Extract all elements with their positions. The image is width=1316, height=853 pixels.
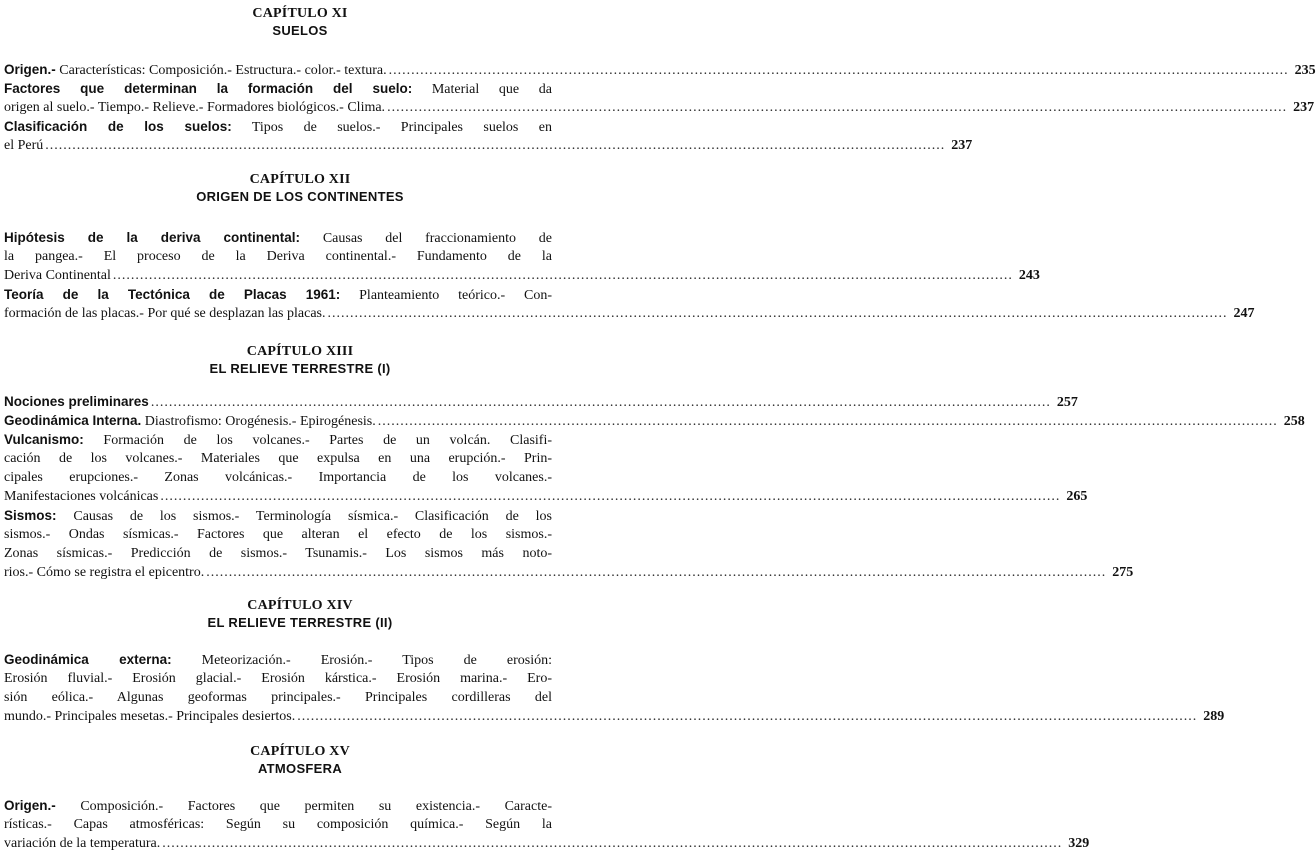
toc-entry[interactable] <box>4 228 1040 285</box>
toc-entry-line <box>4 117 596 136</box>
toc-entry-subtopics: Causas de los sismos.- Terminología sísmica.- Clasificación de los <box>56 509 552 524</box>
toc-entry-subtopics: Tipos de suelos.- Principales suelos en <box>231 120 552 135</box>
toc-entry-line <box>4 506 596 525</box>
toc-entry-text <box>4 247 552 266</box>
toc-entry-subtopics: cipales erupciones.- Zonas volcánicas.- Importancia de los volcanes.- <box>4 470 552 485</box>
toc-entry-line <box>4 392 1078 411</box>
toc-entry[interactable] <box>4 411 1305 430</box>
toc-entry-subtopics: variación de la temperatura. <box>4 836 161 851</box>
toc-entry-subtopics: Composición.- Factores que permiten su existencia.- Caracte- <box>55 799 552 814</box>
toc-entry-topic: Clasificación de los suelos: <box>4 119 232 134</box>
toc-entry-topic: Origen.- <box>4 798 56 813</box>
toc-entry-line <box>4 304 1255 323</box>
toc-entry[interactable] <box>4 79 1315 117</box>
toc-entry-text <box>4 487 158 506</box>
toc-entry-text <box>4 669 552 688</box>
dot-leader: ........................................................................................................................................................................................................ <box>388 63 1289 78</box>
chapter-number: CAPÍTULO XI <box>252 6 348 21</box>
chapter-title: EL RELIEVE TERRESTRE (II) <box>207 615 393 630</box>
toc-entry-subtopics: sismos.- Ondas sísmicas.- Factores que alteran el efecto de los sismos.- <box>4 527 552 542</box>
toc-entry-subtopics: origen al suelo.- Tiempo.- Relieve.- Formadores biológicos.- Clima. <box>4 100 386 115</box>
chapter-number: CAPÍTULO XII <box>249 172 351 187</box>
toc-entry-line <box>4 136 973 155</box>
toc-entry-topic: Vulcanismo: <box>4 432 84 447</box>
toc-entry-subtopics: cación de los volcanes.- Materiales que expulsa en una erupción.- Prin- <box>4 451 552 466</box>
chapter-heading <box>0 6 600 38</box>
toc-entry-text <box>4 449 552 468</box>
toc-entry-text <box>4 285 552 305</box>
toc-entry-topic: Nociones preliminares <box>4 394 149 409</box>
toc-entry-subtopics: mundo.- Principales mesetas.- Principales desiertos. <box>4 709 296 724</box>
dot-leader: ........................................................................................................................................................................................................ <box>327 306 1228 321</box>
chapter-title: ATMOSFERA <box>257 761 343 776</box>
toc-entry-subtopics: Meteorización.- Erosión.- Tipos de erosión: <box>171 653 552 668</box>
dot-leader: ........................................................................................................................................................................................................ <box>162 836 1063 851</box>
toc-entry-line <box>4 688 596 707</box>
chapter-heading <box>0 344 600 376</box>
toc-entry-line <box>4 266 1040 285</box>
toc-entry[interactable] <box>4 506 1134 582</box>
toc-entry-text <box>4 430 552 450</box>
toc-entry-text <box>4 117 552 137</box>
page-number[interactable]: 329 <box>1068 836 1090 851</box>
toc-entry-text <box>4 796 552 816</box>
toc-entry-topic: Sismos: <box>4 508 57 523</box>
toc-entry-topic: Hipótesis de la deriva continental: <box>4 230 301 245</box>
page-number[interactable]: 235 <box>1294 63 1316 78</box>
toc-entry[interactable] <box>4 392 1078 411</box>
toc-entry-line <box>4 487 1088 506</box>
page-number[interactable]: 237 <box>1293 100 1315 115</box>
toc-entry-line <box>4 228 596 247</box>
chapter-heading <box>0 172 600 204</box>
dot-leader: ........................................................................................................................................................................................................ <box>377 414 1278 429</box>
toc-entry-subtopics: Zonas sísmicas.- Predicción de sismos.- Tsunamis.- Los sismos más noto- <box>4 546 552 561</box>
toc-entry-line <box>4 449 596 468</box>
toc-entry-topic: Teoría de la Tectónica de Placas 1961: <box>4 287 341 302</box>
toc-entry-topic: Geodinámica Interna. <box>4 413 142 428</box>
toc-entry-text <box>4 468 552 487</box>
toc-entry[interactable] <box>4 117 973 155</box>
toc-entry-text <box>4 304 326 323</box>
dot-leader: ........................................................................................................................................................................................................ <box>45 138 946 153</box>
toc-entry-subtopics: rios.- Cómo se registra el epicentro. <box>4 565 205 580</box>
chapter-number: CAPÍTULO XIII <box>246 344 354 359</box>
toc-entry[interactable] <box>4 650 1225 726</box>
dot-leader: ........................................................................................................................................................................................................ <box>150 395 1051 410</box>
toc-entry-subtopics: Erosión fluvial.- Erosión glacial.- Erosión kárstica.- Erosión marina.- Ero- <box>4 671 552 686</box>
toc-entry-line <box>4 563 1134 582</box>
toc-entry-text <box>4 688 552 707</box>
toc-entry-text <box>4 544 552 563</box>
chapter-title: EL RELIEVE TERRESTRE (I) <box>209 361 391 376</box>
toc-entry-text <box>4 136 43 155</box>
toc-entry-text <box>4 79 552 99</box>
toc-entry-text <box>4 392 149 412</box>
toc-entry-line <box>4 411 1305 430</box>
dot-leader: ........................................................................................................................................................................................................ <box>112 268 1013 283</box>
toc-entry-line <box>4 650 596 669</box>
toc-entry-line <box>4 525 596 544</box>
page-number[interactable]: 243 <box>1018 268 1040 283</box>
toc-entry[interactable] <box>4 60 1316 79</box>
page-number[interactable]: 275 <box>1112 565 1134 580</box>
toc-entry[interactable] <box>4 285 1255 323</box>
toc-entry-text <box>4 506 552 526</box>
toc-entry-line <box>4 815 596 834</box>
chapter-title: ORIGEN DE LOS CONTINENTES <box>196 189 404 204</box>
toc-entry-subtopics: Formación de los volcanes.- Partes de un volcán. Clasifi- <box>83 433 552 448</box>
toc-entry-subtopics: Planteamiento teórico.- Con- <box>340 288 552 303</box>
toc-entry[interactable] <box>4 430 1088 506</box>
toc-entry-line <box>4 285 596 304</box>
toc-entry-subtopics: Diastrofismo: Orogénesis.- Epirogénesis. <box>141 414 376 429</box>
dot-leader: ........................................................................................................................................................................................................ <box>387 100 1288 115</box>
toc-entry-text <box>4 563 204 582</box>
toc-entry-line <box>4 707 1225 726</box>
toc-entry-line <box>4 79 596 98</box>
toc-entry-subtopics: rísticas.- Capas atmosféricas: Según su composición química.- Según la <box>4 817 552 832</box>
toc-entry-topic: Origen.- <box>4 62 56 77</box>
toc-entry-subtopics: Características: Composición.- Estructura.- color.- textura. <box>55 63 387 78</box>
toc-entry-text <box>4 707 295 726</box>
toc-entry-text <box>4 525 552 544</box>
toc-entry-subtopics: sión eólica.- Algunas geoformas principales.- Principales cordilleras del <box>4 690 552 705</box>
dot-leader: ........................................................................................................................................................................................................ <box>297 709 1198 724</box>
toc-entry-line <box>4 247 596 266</box>
toc-entry-subtopics: la pangea.- El proceso de la Deriva continental.- Fundamento de la <box>4 249 552 264</box>
chapter-title: SUELOS <box>272 23 328 38</box>
page-number[interactable]: 289 <box>1203 709 1225 724</box>
toc-entry-text <box>4 650 552 670</box>
page-number[interactable]: 265 <box>1066 489 1088 504</box>
toc-entry-text <box>4 266 111 285</box>
toc-entry-topic: Factores que determinan la formación del suelo: <box>4 81 413 96</box>
toc-entry-subtopics: Causas del fraccionamiento de <box>300 231 552 246</box>
toc-entry-line <box>4 796 596 815</box>
toc-entry-text <box>4 834 160 853</box>
toc-entry-text <box>4 228 552 248</box>
toc-entry-line <box>4 468 596 487</box>
page-number[interactable]: 237 <box>951 138 973 153</box>
toc-entry-topic: Geodinámica externa: <box>4 652 172 667</box>
toc-entry-text <box>4 411 376 431</box>
chapter-heading <box>0 598 600 630</box>
toc-entry-text <box>4 60 387 80</box>
toc-entry-line <box>4 669 596 688</box>
toc-entry-line <box>4 834 1090 853</box>
toc-entry-line <box>4 60 1316 79</box>
toc-entry-line <box>4 430 596 449</box>
dot-leader: ........................................................................................................................................................................................................ <box>206 565 1107 580</box>
toc-entry-subtopics: Material que da <box>412 82 552 97</box>
dot-leader: ........................................................................................................................................................................................................ <box>160 489 1061 504</box>
page-number[interactable]: 258 <box>1283 414 1305 429</box>
page-number[interactable]: 257 <box>1056 395 1078 410</box>
chapter-number: CAPÍTULO XIV <box>247 598 353 613</box>
chapter-heading <box>0 744 600 776</box>
toc-entry-line <box>4 544 596 563</box>
toc-entry-subtopics: el Perú <box>4 138 44 153</box>
toc-entry-text <box>4 815 552 834</box>
chapter-number: CAPÍTULO XV <box>250 744 350 759</box>
page-number[interactable]: 247 <box>1233 306 1255 321</box>
toc-entry-subtopics: formación de las placas.- Por qué se desplazan las placas. <box>4 306 326 321</box>
toc-entry-text <box>4 98 385 117</box>
toc-entry-subtopics: Manifestaciones volcánicas <box>4 489 159 504</box>
toc-entry-subtopics: Deriva Continental <box>4 268 111 283</box>
toc-entry-line <box>4 98 1315 117</box>
toc-entry[interactable] <box>4 796 1090 853</box>
